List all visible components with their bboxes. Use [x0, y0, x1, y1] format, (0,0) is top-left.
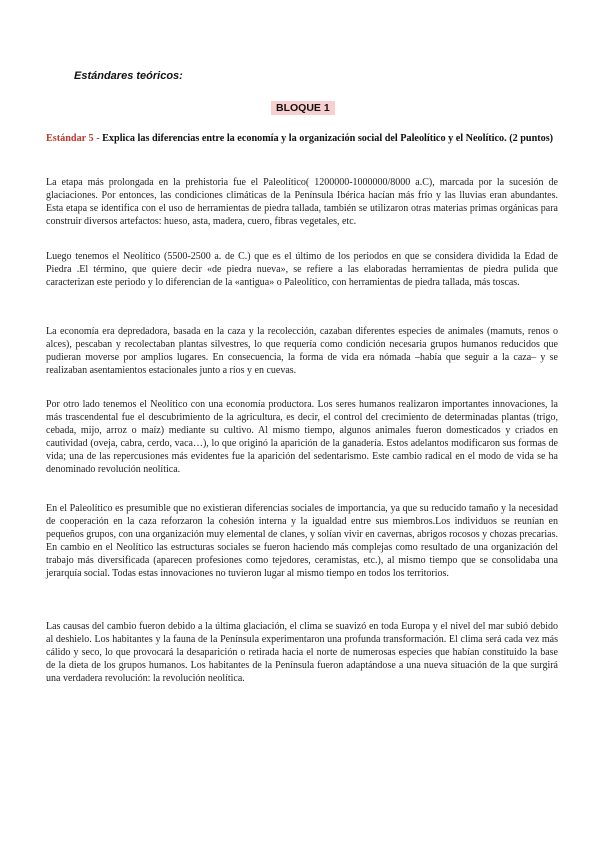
paragraph-neolithic-intro: Luego tenemos el Neolítico (5500-2500 a. de C.) que es el último de los periodos en que se considera dividida la Edad de Piedra .El término, que quiere decir «de piedra nueva», se refiere a las elaboradas herramientas de piedra pulida que caracterizan este periodo y lo diferencian de la «antigua» o Paleolítico, con herramientas de piedra tallada, más toscas. [46, 251, 558, 288]
section-heading: Estándares teóricos: [74, 70, 183, 82]
standard-text: Explica las diferencias entre la economía y la organización social del Paleolítico y el Neolítico. (2 puntos) [99, 133, 554, 144]
standard-code: Estándar 5 - [46, 133, 100, 144]
paragraph-paleolithic-economy: La economía era depredadora, basada en la caza y la recolección, cazaban diferentes especies de animales (mamuts, renos o alces), pescaban y recolectaban plantas silvestres, lo que requería como condición necesaria grupos humanos reducidos que pudieran moverse por amplios lugares. En consecuencia, la forma de vida era nómada –había que seguir a la caza– y se realizaban asentamientos estacionales junto a ríos y en cuevas. [46, 326, 558, 376]
paragraph-social-organization: En el Paleolítico es presumible que no existieran diferencias sociales de importancia, ya que su reducido tamaño y la necesidad de cooperación en la caza reforzaron la cohesión interna y la igualdad entre sus miembros.Los individuos se reunían en pequeños grupos, con una organización muy elemental de clanes, y solían vivir en cavernas, abrigos rocosos y chozas precarias. En cambio en el Neolítico las estructuras sociales se fueron haciendo más complejas como resultado de una organización del trabajo más diversificada (aparecen profesiones como tejedores, ceramistas, etc.), al mismo tiempo que se consolidaba una jerarquía social. Todas estas innovaciones no tuvieron lugar al mismo tiempo en todos los territorios. [46, 503, 558, 579]
paragraph-neolithic-economy: Por otro lado tenemos el Neolítico con una economía productora. Los seres humanos realizaron importantes innovaciones, la más trascendental fue el descubrimiento de la agricultura, es decir, el control del crecimiento de determinadas plantas (trigo, cebada, mijo, arroz o maíz) mediante su cultivo. Al mismo tiempo, algunos animales fueron domesticados y criados en cautividad (oveja, cabra, cerdo, vaca…), lo que originó la aparición de la ganadería. Estos adelantos modificaron sus formas de vida; una de las repercusiones más evidentes fue la aparición del sedentarismo. Este cambio radical en el modo de vida se ha denominado revolución neolítica. [46, 399, 558, 475]
standard-title [46, 132, 556, 145]
paragraph-paleolithic-intro: La etapa más prolongada en la prehistoria fue el Paleolítico( 1200000-1000000/8000 a.C), marcada por la sucesión de glaciaciones. Por entonces, las condiciones climáticas de la Península Ibérica hacían más frío y las lluvias eran abundantes. Esta etapa se identifica con el uso de herramientas de piedra tallada, también se utilizaron otras materias primas orgánicas para construir diversos artefactos: hueso, asta, madera, cuero, fibras vegetales, etc. [46, 177, 558, 227]
paragraph-causes-of-change: Las causas del cambio fueron debido a la última glaciación, el clima se suavizó en toda Europa y el nivel del mar subió debido al deshielo. Los habitantes y la fauna de la Península experimentaron una profunda transformación. El clima será cada vez más cálido y seco, lo que provocará la desaparición o retirada hacia el norte de numerosas especies que habían constituido la base de la dieta de los grupos humanos. Los habitantes de la Península fueron adaptándose a una nueva situación de la que surgirá una verdadera revolución: la revolución neolítica. [46, 621, 558, 684]
block-title: BLOQUE 1 [271, 101, 335, 115]
